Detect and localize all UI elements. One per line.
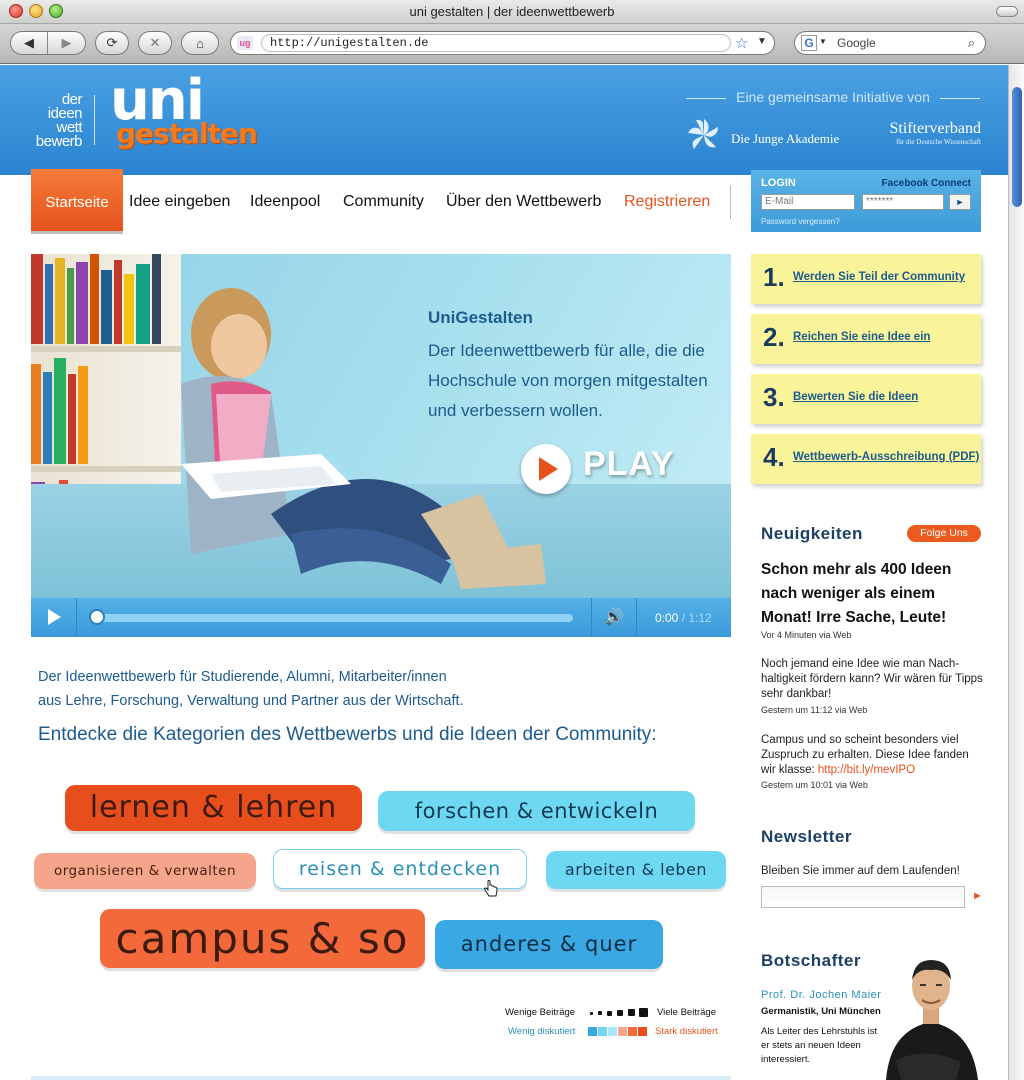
login-box — [751, 170, 981, 232]
step-1[interactable] — [751, 254, 981, 304]
ambassador-name[interactable]: Prof. Dr. Jochen Maier — [761, 989, 882, 1001]
forgot-password-link[interactable]: Password vergessen? — [761, 217, 840, 226]
step-link[interactable]: Wettbewerb-Ausschreibung (PDF) — [793, 451, 980, 463]
toolbar-toggle-icon[interactable] — [996, 6, 1018, 17]
hero-video[interactable] — [31, 254, 731, 598]
news-item-2-meta: Gestern um 11:12 via Web — [761, 705, 868, 715]
video-progress-track[interactable] — [91, 614, 573, 622]
legend-color-swatch — [598, 1027, 607, 1036]
search-placeholder[interactable]: Google — [837, 36, 876, 50]
reload-icon: ⟳ — [106, 35, 118, 50]
play-pause-button[interactable] — [31, 598, 77, 637]
web-page — [0, 65, 1008, 1080]
newsletter-email-input[interactable] — [761, 886, 965, 908]
legend-dot — [639, 1008, 648, 1017]
step-3[interactable] — [751, 374, 981, 424]
news-item-3-text — [761, 733, 983, 778]
intro-line-2: aus Lehre, Forschung, Verwaltung und Partner aus der Wirtschaft. — [38, 693, 464, 709]
partner-stifterverband-sub: für die Deutsche Wissenschaft — [896, 138, 981, 146]
ambassador-text: Als Leiter des Lehrstuhls ist er stets an neuen Ideen interessiert. — [761, 1026, 878, 1065]
newsletter-text: Bleiben Sie immer auf dem Laufenden! — [761, 865, 960, 877]
legend-dot — [607, 1011, 612, 1016]
google-engine-icon[interactable]: G — [801, 35, 817, 51]
step-number: 4. — [763, 442, 785, 472]
login-submit-button[interactable]: ► — [949, 194, 971, 210]
back-button[interactable] — [11, 32, 48, 54]
category-campus-so[interactable]: campus & so — [100, 909, 425, 968]
category-arbeiten-leben[interactable]: arbeiten & leben — [546, 851, 726, 889]
nav-ideenpool[interactable]: Ideenpool — [250, 193, 321, 210]
magnifier-icon[interactable]: ⌕ — [967, 35, 975, 50]
category-reisen-entdecken[interactable]: reisen & entdecken — [273, 849, 527, 889]
legend-dot — [628, 1009, 635, 1016]
logo-divider — [94, 95, 95, 145]
step-4[interactable] — [751, 434, 981, 484]
site-favicon-icon: ug — [237, 36, 253, 50]
news-item-3-meta: Gestern um 10:01 via Web — [761, 780, 868, 790]
forward-arrow-icon: ▶ — [61, 35, 72, 50]
news-heading: Neuigkeiten — [761, 524, 863, 543]
hero-title: UniGestalten — [428, 308, 533, 327]
legend-color-swatch — [628, 1027, 637, 1036]
nav-community[interactable]: Community — [343, 193, 424, 210]
legend-color-swatch — [638, 1027, 647, 1036]
video-time — [655, 611, 712, 625]
back-forward-group — [10, 31, 86, 55]
home-icon: ⌂ — [196, 35, 204, 51]
volume-button[interactable] — [591, 598, 637, 637]
legend-dot — [598, 1011, 602, 1015]
logo-gestalten[interactable]: gestalten — [116, 117, 257, 150]
ambassador-heading: Botschafter — [761, 951, 861, 970]
hero-description: Der Ideenwettbewerb für alle, die die Hochschule von morgen mitgestalten und verbessern wollen. — [428, 341, 708, 420]
play-video-icon[interactable] — [521, 444, 571, 494]
category-anderes-quer[interactable]: anderes & quer — [435, 920, 663, 969]
news-item-3-body: Campus und so scheint besonders viel Zuspruch zu erhalten. Diese Idee fanden wir klasse: — [761, 734, 969, 776]
login-email-input[interactable]: E-Mail — [761, 194, 855, 210]
stop-icon: ✕ — [149, 35, 161, 50]
legend-many-posts: Viele Beiträge — [657, 1007, 716, 1018]
title-bar — [0, 0, 1024, 24]
window-title: uni gestalten | der ideenwettbewerb — [409, 4, 615, 19]
scrollbar-thumb[interactable] — [1012, 87, 1022, 207]
nav-ueber-den-wettbewerb[interactable]: Über den Wettbewerb — [446, 193, 602, 210]
url-input[interactable]: http://unigestalten.de — [261, 34, 731, 52]
reload-button[interactable] — [95, 31, 129, 55]
category-lernen-lehren[interactable]: lernen & lehren — [65, 785, 362, 831]
login-title: LOGIN — [761, 177, 796, 189]
history-dropdown-icon[interactable]: ▼ — [757, 36, 767, 47]
junge-akademie-logo-icon[interactable] — [686, 117, 722, 153]
search-box[interactable] — [794, 31, 986, 55]
news-item-1-meta: Vor 4 Minuten via Web — [761, 630, 852, 640]
nav-registrieren[interactable]: Registrieren — [624, 193, 711, 210]
legend-dot — [617, 1010, 623, 1016]
step-2[interactable] — [751, 314, 981, 364]
step-number: 3. — [763, 382, 785, 412]
video-progress-knob[interactable] — [89, 609, 105, 625]
logo-line: ideen — [47, 105, 82, 122]
logo-line: der — [61, 91, 82, 108]
partner-stifterverband[interactable]: Stifterverband — [889, 120, 981, 137]
engine-dropdown-icon[interactable]: ▼ — [819, 37, 827, 46]
categories-heading: Entdecke die Kategorien des Wettbewerbs und die Ideen der Community: — [38, 724, 657, 745]
browser-toolbar — [0, 24, 1024, 64]
legend-few-posts: Wenige Beiträge — [505, 1007, 576, 1018]
login-password-input[interactable]: ******* — [862, 194, 944, 210]
category-forschen-entwickeln[interactable]: forschen & entwickeln — [378, 791, 695, 831]
partner-junge-akademie[interactable]: Die Junge Akademie — [731, 131, 840, 146]
intro-text — [38, 665, 718, 713]
newsletter-submit-button[interactable]: ► — [972, 890, 983, 902]
step-link[interactable]: Werden Sie Teil der Community — [793, 271, 966, 283]
step-link[interactable]: Reichen Sie eine Idee ein — [793, 331, 931, 343]
logo-line: bewerb — [35, 133, 82, 150]
news-item-1-text: Schon mehr als 400 Ideen nach weniger als einem Monat! Irre Sache, Leute! — [761, 561, 952, 626]
newsletter-heading: Newsletter — [761, 827, 852, 846]
step-number: 2. — [763, 322, 785, 352]
news-item-2-text: Noch jemand eine Idee wie man Nach-haltigkeit fördern kann? Wir wären für Tipps sehr dankbar! — [761, 658, 983, 700]
video-time-separator: / — [678, 611, 689, 625]
video-duration: 1:12 — [688, 611, 712, 625]
forward-button[interactable] — [48, 32, 85, 54]
vertical-scrollbar[interactable] — [1008, 65, 1024, 1080]
hand-cursor-icon — [484, 880, 498, 898]
legend-color-swatch — [618, 1027, 627, 1036]
category-organisieren-verwalten[interactable]: organisieren & verwalten — [34, 853, 256, 889]
legend-size-scale — [590, 1008, 648, 1018]
ambassador-photo[interactable] — [876, 950, 986, 1080]
legend-color-swatch — [588, 1027, 597, 1036]
legend-dot — [590, 1012, 593, 1015]
logo-uni[interactable]: uni — [110, 68, 203, 133]
nav-divider — [730, 185, 731, 219]
ambassador-department: Germanistik, Uni München — [761, 1006, 881, 1017]
address-bar[interactable] — [230, 31, 775, 55]
bookmark-star-icon[interactable]: ☆ — [735, 35, 749, 52]
legend-color-swatch — [608, 1027, 617, 1036]
legend-much-discussed: Stark diskutiert — [655, 1026, 718, 1037]
back-arrow-icon: ◀ — [24, 35, 34, 50]
step-link[interactable]: Bewerten Sie die Ideen — [793, 391, 919, 403]
content-footer-bar — [31, 1076, 731, 1080]
facebook-connect-link[interactable]: Facebook Connect — [881, 178, 971, 189]
stop-button[interactable] — [138, 31, 172, 55]
nav-startseite[interactable]: Startseite — [31, 169, 123, 231]
news-item-3-link[interactable]: http://bit.ly/mevIPO — [817, 764, 916, 776]
speaker-icon: 🔊 — [604, 609, 624, 626]
step-number: 1. — [763, 262, 785, 292]
student-reading-illustration — [121, 284, 551, 598]
video-current-time: 0:00 — [655, 611, 679, 625]
initiative-label: Eine gemeinsame Initiative von — [686, 89, 980, 105]
intro-line-1: Der Ideenwettbewerb für Studierende, Alumni, Mitarbeiter/innen — [38, 669, 447, 685]
play-label[interactable]: PLAY — [583, 445, 675, 483]
legend-little-discussed: Wenig diskutiert — [508, 1026, 576, 1037]
logo-line: wett — [56, 119, 82, 136]
main-navigation — [31, 169, 731, 235]
follow-us-button[interactable]: Folge Uns — [907, 525, 981, 542]
video-controls — [31, 598, 731, 637]
site-header — [0, 65, 1008, 175]
nav-idee-eingeben[interactable]: Idee eingeben — [129, 193, 231, 210]
home-button[interactable] — [181, 31, 219, 55]
logo-ideenwettbewerb[interactable] — [24, 93, 82, 149]
